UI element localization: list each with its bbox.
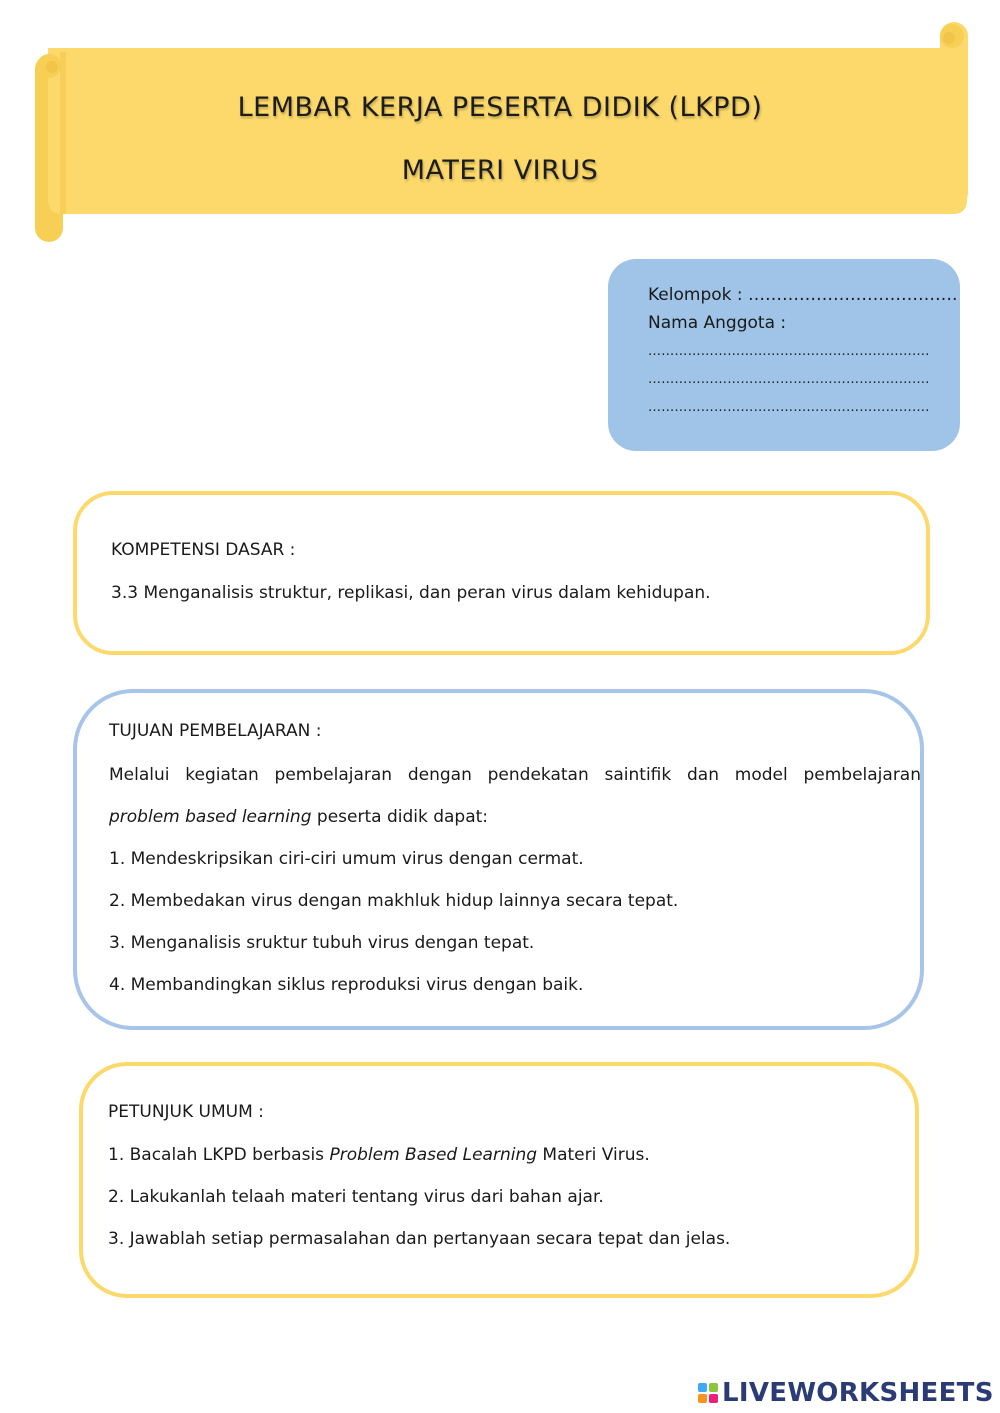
member-blank-line: ………………………………………………………. bbox=[648, 400, 930, 415]
petunjuk-item: 3. Jawablah setiap permasalahan dan pertanyaan secara tepat dan jelas. bbox=[108, 1229, 731, 1249]
tujuan-item: 4. Membandingkan siklus reproduksi virus dengan baik. bbox=[109, 975, 584, 995]
page-subtitle: MATERI VIRUS bbox=[401, 155, 599, 186]
liveworksheets-brand: LIVEWORKSHEETS bbox=[722, 1378, 994, 1408]
petunjuk-item1-suffix: Materi Virus. bbox=[537, 1145, 650, 1165]
kompetensi-dasar-heading: KOMPETENSI DASAR : bbox=[111, 540, 296, 560]
petunjuk-umum-card bbox=[79, 1062, 919, 1298]
kompetensi-dasar-card bbox=[73, 491, 930, 655]
tujuan-intro-suffix: peserta didik dapat: bbox=[311, 807, 489, 827]
petunjuk-heading: PETUNJUK UMUM : bbox=[108, 1102, 264, 1122]
tujuan-item: 1. Mendeskripsikan ciri-ciri umum virus dengan cermat. bbox=[109, 849, 584, 869]
page-title: LEMBAR KERJA PESERTA DIDIK (LKPD) bbox=[237, 92, 763, 123]
tujuan-heading: TUJUAN PEMBELAJARAN : bbox=[109, 721, 322, 741]
tujuan-pembelajaran-card bbox=[73, 689, 924, 1030]
tujuan-intro-line1: Melalui kegiatan pembelajaran dengan pendekatan saintifik dan model pembelajaran bbox=[109, 765, 921, 785]
group-info-box bbox=[608, 259, 960, 451]
petunjuk-item1-italic: Problem Based Learning bbox=[329, 1145, 538, 1165]
liveworksheets-logo-icon bbox=[698, 1383, 718, 1403]
member-blank-line: ………………………………………………………. bbox=[648, 344, 930, 359]
petunjuk-item1-prefix: 1. Bacalah LKPD berbasis bbox=[108, 1145, 330, 1165]
problem-based-learning-text: problem based learning bbox=[109, 807, 312, 827]
tujuan-item: 3. Menganalisis sruktur tubuh virus dengan tepat. bbox=[109, 933, 535, 953]
title-scroll-banner bbox=[0, 0, 1000, 250]
petunjuk-item bbox=[108, 1145, 650, 1165]
group-label: Kelompok : ………………………………. bbox=[648, 285, 958, 305]
tujuan-intro-line2 bbox=[109, 807, 488, 827]
kompetensi-dasar-text: 3.3 Menganalisis struktur, replikasi, dan peran virus dalam kehidupan. bbox=[111, 583, 711, 603]
member-blank-line: ………………………………………………………. bbox=[648, 372, 930, 387]
petunjuk-item: 2. Lakukanlah telaah materi tentang virus dari bahan ajar. bbox=[108, 1187, 604, 1207]
members-label: Nama Anggota : bbox=[648, 313, 787, 333]
liveworksheets-logo[interactable] bbox=[698, 1376, 994, 1410]
tujuan-item: 2. Membedakan virus dengan makhluk hidup lainnya secara tepat. bbox=[109, 891, 679, 911]
